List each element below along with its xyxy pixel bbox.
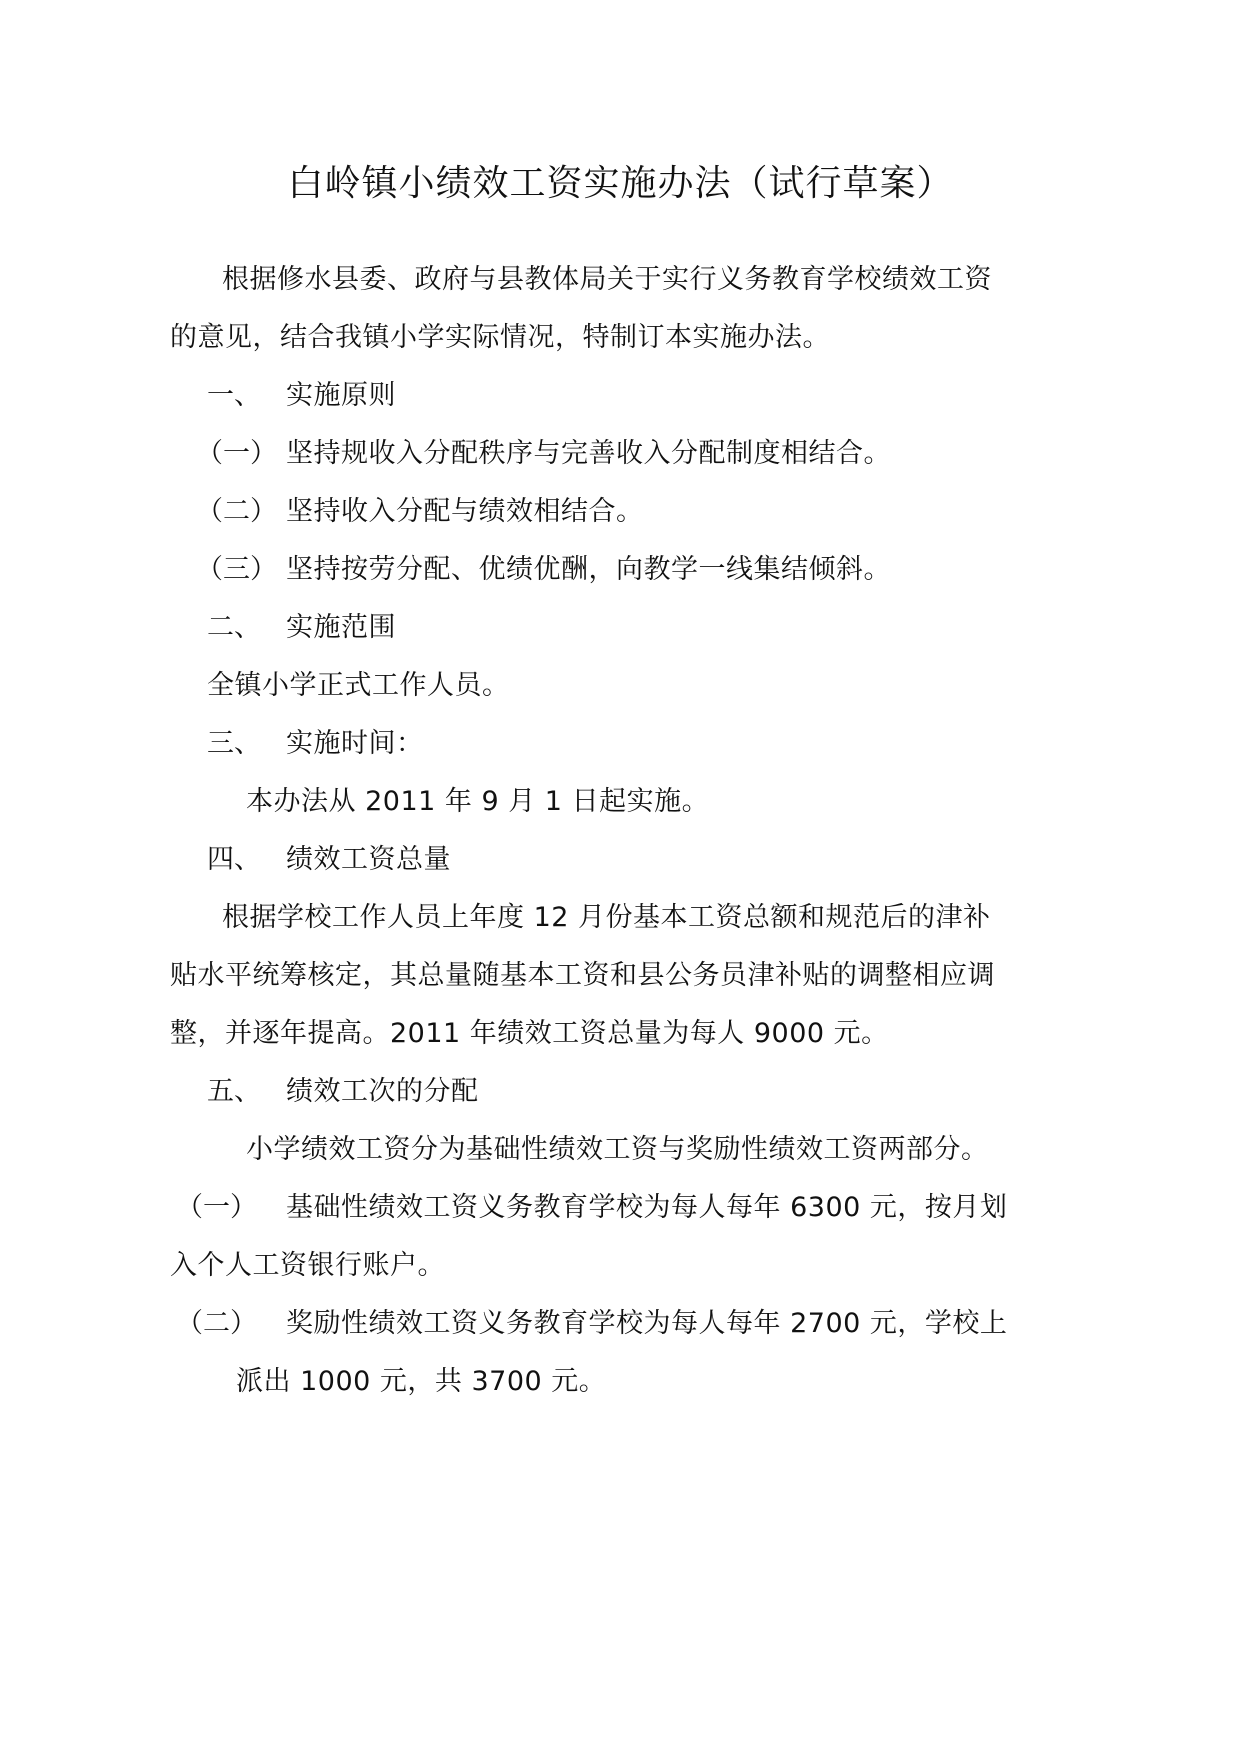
section-5-item-1-line-2: 入个人工资银行账户。 <box>170 1250 445 1281</box>
section-3-marker: 三、 <box>207 728 261 759</box>
section-5-item-1-marker: （一） <box>176 1192 257 1223</box>
section-4-line-3: 整，并逐年提高。2011 年绩效工资总量为每人 9000 元。 <box>170 1018 889 1049</box>
section-4-line-2: 贴水平统筹核定，其总量随基本工资和县公务员津补贴的调整相应调 <box>170 960 995 991</box>
section-3-body: 本办法从 2011 年 9 月 1 日起实施。 <box>246 786 710 817</box>
section-2-marker: 二、 <box>207 612 261 643</box>
section-5-item-2-line-2: 派出 1000 元，共 3700 元。 <box>236 1366 607 1397</box>
section-5-intro: 小学绩效工资分为基础性绩效工资与奖励性绩效工资两部分。 <box>246 1134 989 1165</box>
section-4-heading: 绩效工资总量 <box>286 844 451 875</box>
section-4-line-1: 根据学校工作人员上年度 12 月份基本工资总额和规范后的津补 <box>222 902 991 933</box>
section-5-marker: 五、 <box>207 1076 261 1107</box>
intro-line-1: 根据修水县委、政府与县教体局关于实行义务教育学校绩效工资 <box>222 264 992 295</box>
document-title: 白岭镇小绩效工资实施办法（试行草案） <box>287 163 954 204</box>
section-1-item-2-text: 坚持收入分配与绩效相结合。 <box>286 496 644 527</box>
section-1-heading: 实施原则 <box>286 380 396 411</box>
section-5-heading: 绩效工次的分配 <box>286 1076 479 1107</box>
section-1-marker: 一、 <box>207 380 261 411</box>
section-3-heading: 实施时间： <box>286 728 424 759</box>
section-1-item-1-text: 坚持规收入分配秩序与完善收入分配制度相结合。 <box>286 438 891 469</box>
section-5-item-2-line-1: 奖励性绩效工资义务教育学校为每人每年 2700 元，学校上 <box>286 1308 1008 1339</box>
section-1-item-2-marker: （二） <box>196 496 277 527</box>
section-2-heading: 实施范围 <box>286 612 396 643</box>
section-4-marker: 四、 <box>207 844 261 875</box>
section-5-item-2-marker: （二） <box>176 1308 257 1339</box>
section-5-item-1-line-1: 基础性绩效工资义务教育学校为每人每年 6300 元，按月划 <box>286 1192 1008 1223</box>
section-2-body: 全镇小学正式工作人员。 <box>207 670 510 701</box>
section-1-item-3-text: 坚持按劳分配、优绩优酬，向教学一线集结倾斜。 <box>286 554 891 585</box>
section-1-item-1-marker: （一） <box>196 438 277 469</box>
section-1-item-3-marker: （三） <box>196 554 277 585</box>
intro-line-2: 的意见，结合我镇小学实际情况，特制订本实施办法。 <box>170 322 830 353</box>
